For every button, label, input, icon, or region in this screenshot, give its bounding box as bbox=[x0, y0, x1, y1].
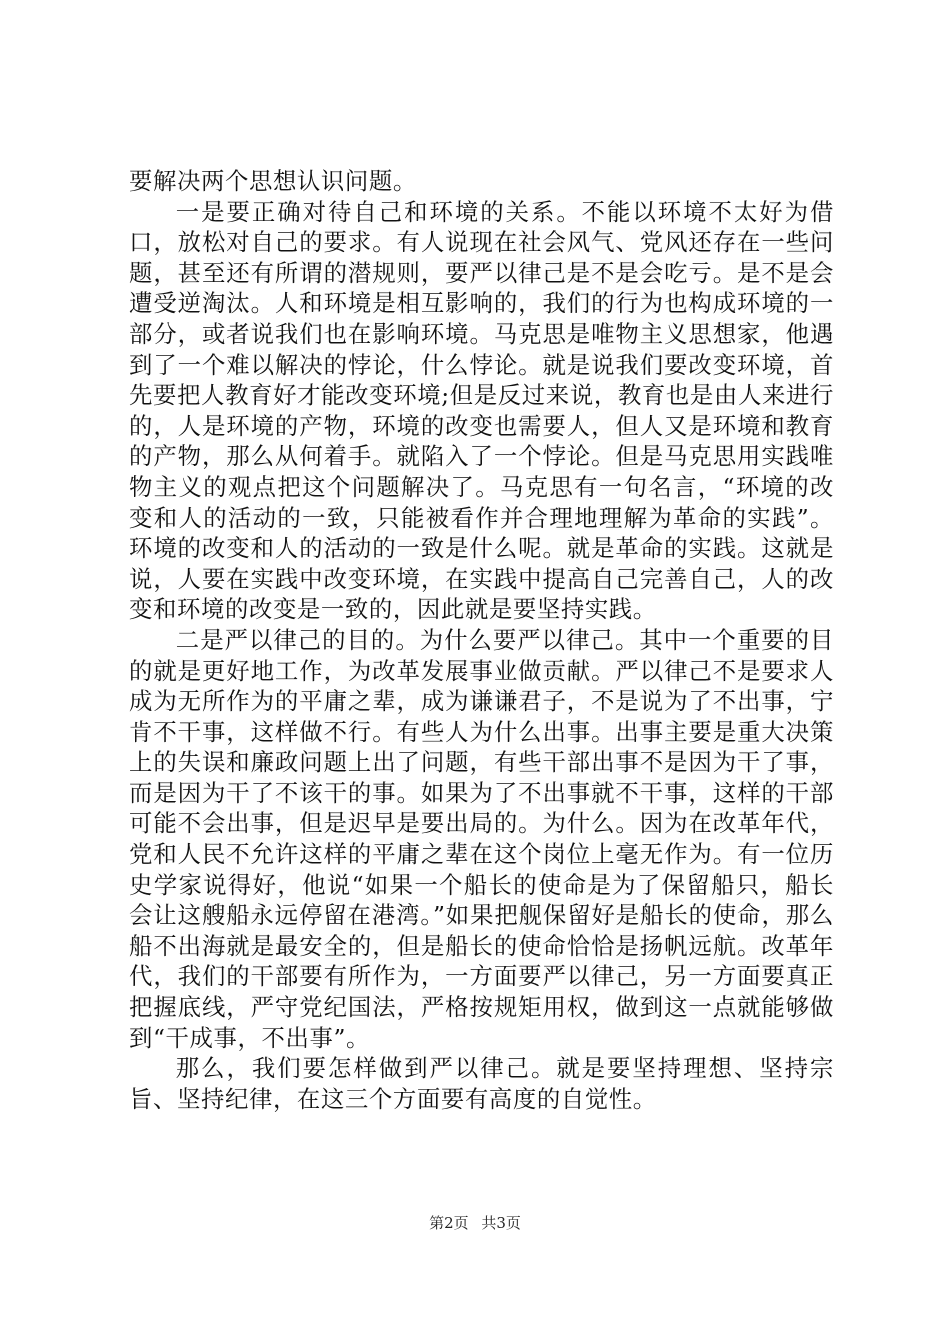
page-total: 共3页 bbox=[481, 1214, 521, 1232]
page-footer bbox=[0, 1212, 950, 1233]
paragraph-environment-relation: 一是要正确对待自己和环境的关系。不能以环境不太好为借口，放松对自己的要求。有人说现在社会风气、党风还存在一些问题，甚至还有所谓的潜规则，要严以律己是不是会吃亏。是不是会遭受逆淘汰。人和环境是相互影响的，我们的行为也构成环境的一部分，或者说我们也在影响环境。马克思是唯物主义思想家，他遇到了一个难以解决的悖论，什么悖论。就是说我们要改变环境，首先要把人教育好才能改变环境;但是反过来说，教育也是由人来进行的，人是环境的产物，环境的改变也需要人，但人又是环境和教育的产物，那么从何着手。就陷入了一个悖论。但是马克思用实践唯物主义的观点把这个问题解决了。马克思有一句名言，“环境的改变和人的活动的一致，只能被看作并合理地理解为革命的实践”。环境的改变和人的活动的一致是什么呢。就是革命的实践。这就是说，人要在实践中改变环境，在实践中提高自己完善自己，人的改变和环境的改变是一致的，因此就是要坚持实践。 bbox=[129, 197, 834, 624]
paragraph-continuation: 要解决两个思想认识问题。 bbox=[129, 167, 417, 195]
paragraph-how-to-achieve: 那么，我们要怎样做到严以律己。就是要坚持理想、坚持宗旨、坚持纪律，在这三个方面要有高度的自觉性。 bbox=[129, 1054, 834, 1113]
document-body bbox=[129, 166, 834, 1114]
page-number: 第2页 bbox=[429, 1214, 469, 1232]
paragraph-self-discipline-purpose: 二是严以律己的目的。为什么要严以律己。其中一个重要的目的就是更好地工作，为改革发展事业做贡献。严以律己不是要求人成为无所作为的平庸之辈，成为谦谦君子，不是说为了不出事，宁肯不干事，这样做不行。有些人为什么出事。出事主要是重大决策上的失误和廉政问题上出了问题，有些干部出事不是因为干了事，而是因为干了不该干的事。如果为了不出事就不干事，这样的干部可能不会出事，但是迟早是要出局的。为什么。因为在改革年代，党和人民不允许这样的平庸之辈在这个岗位上毫无作为。有一位历史学家说得好，他说“如果一个船长的使命是为了保留船只，船长会让这艘船永远停留在港湾。”如果把舰保留好是船长的使命，那么船不出海就是最安全的，但是船长的使命恰恰是扬帆远航。改革年代，我们的干部要有所作为，一方面要严以律己，另一方面要真正把握底线，严守党纪国法，严格按规矩用权，做到这一点就能够做到“干成事，不出事”。 bbox=[129, 625, 834, 1052]
